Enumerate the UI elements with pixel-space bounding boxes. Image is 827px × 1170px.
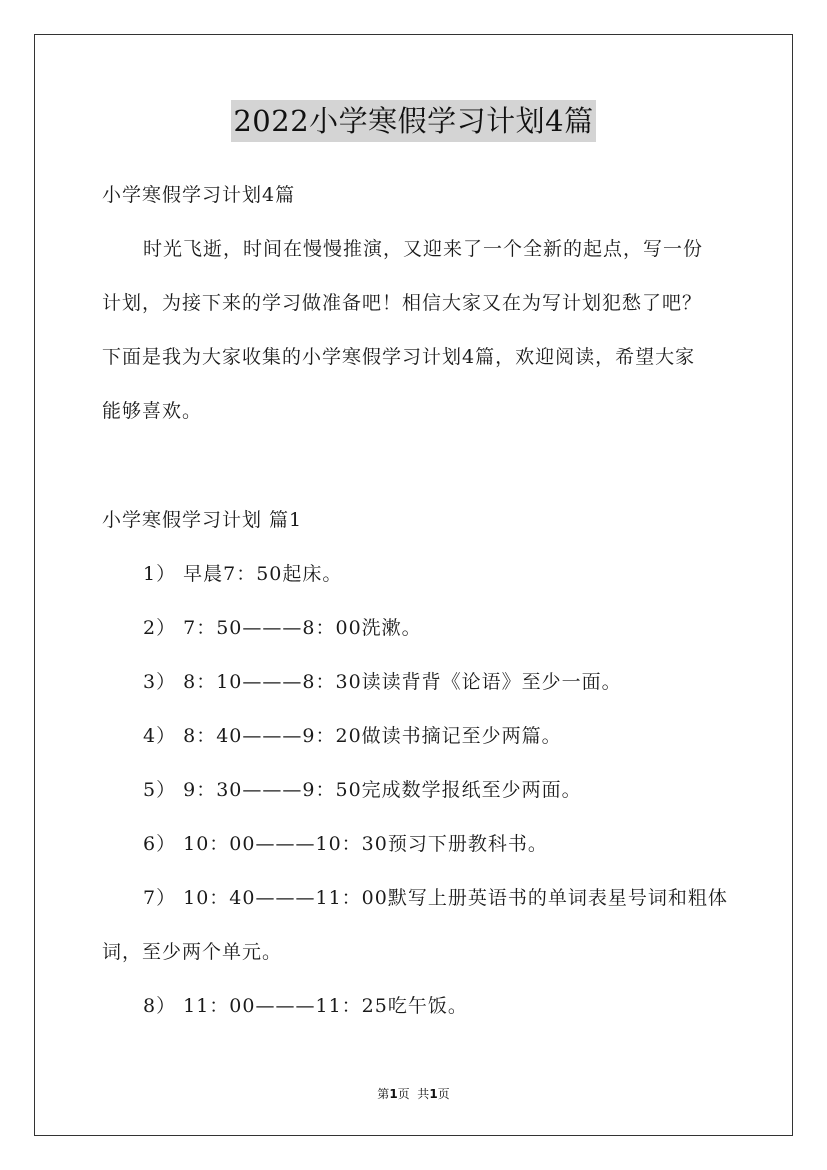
list-item-continuation: 词，至少两个单元。 [102, 941, 283, 963]
document-title: 2022小学寒假学习计划4篇 [231, 100, 595, 142]
list-item: 3） 8：10———8：30读读背背《论语》至少一面。 [143, 671, 622, 693]
list-item: 4） 8：40———9：20做读书摘记至少两篇。 [143, 725, 562, 747]
intro-line-3: 下面是我为大家收集的小学寒假学习计划4篇，欢迎阅读，希望大家 [102, 346, 696, 368]
list-item: 7） 10：40———11：00默写上册英语书的单词表星号词和粗体 [143, 887, 728, 909]
footer-page-number: 1 [389, 1087, 398, 1101]
page-footer [0, 1085, 827, 1102]
intro-line-2: 计划，为接下来的学习做准备吧！相信大家又在为写计划犯愁了吧？ [102, 292, 703, 314]
title-container [0, 100, 827, 142]
intro-line-4: 能够喜欢。 [102, 400, 203, 422]
footer-prefix: 第 [377, 1087, 390, 1101]
list-item: 8） 11：00———11：25吃午饭。 [143, 995, 468, 1017]
list-item: 5） 9：30———9：50完成数学报纸至少两面。 [143, 779, 582, 801]
list-item: 6） 10：00———10：30预习下册教科书。 [143, 833, 548, 855]
intro-line-1: 时光飞逝，时间在慢慢推演，又迎来了一个全新的起点，写一份 [143, 238, 704, 260]
list-item: 2） 7：50———8：00洗漱。 [143, 617, 422, 639]
section-heading: 小学寒假学习计划 篇1 [102, 509, 303, 531]
footer-suffix: 页 [437, 1087, 450, 1101]
footer-total-pages: 1 [429, 1087, 438, 1101]
footer-mid: 页 共 [397, 1087, 430, 1101]
document-subtitle: 小学寒假学习计划4篇 [102, 184, 296, 206]
list-item: 1） 早晨7：50起床。 [143, 563, 343, 585]
